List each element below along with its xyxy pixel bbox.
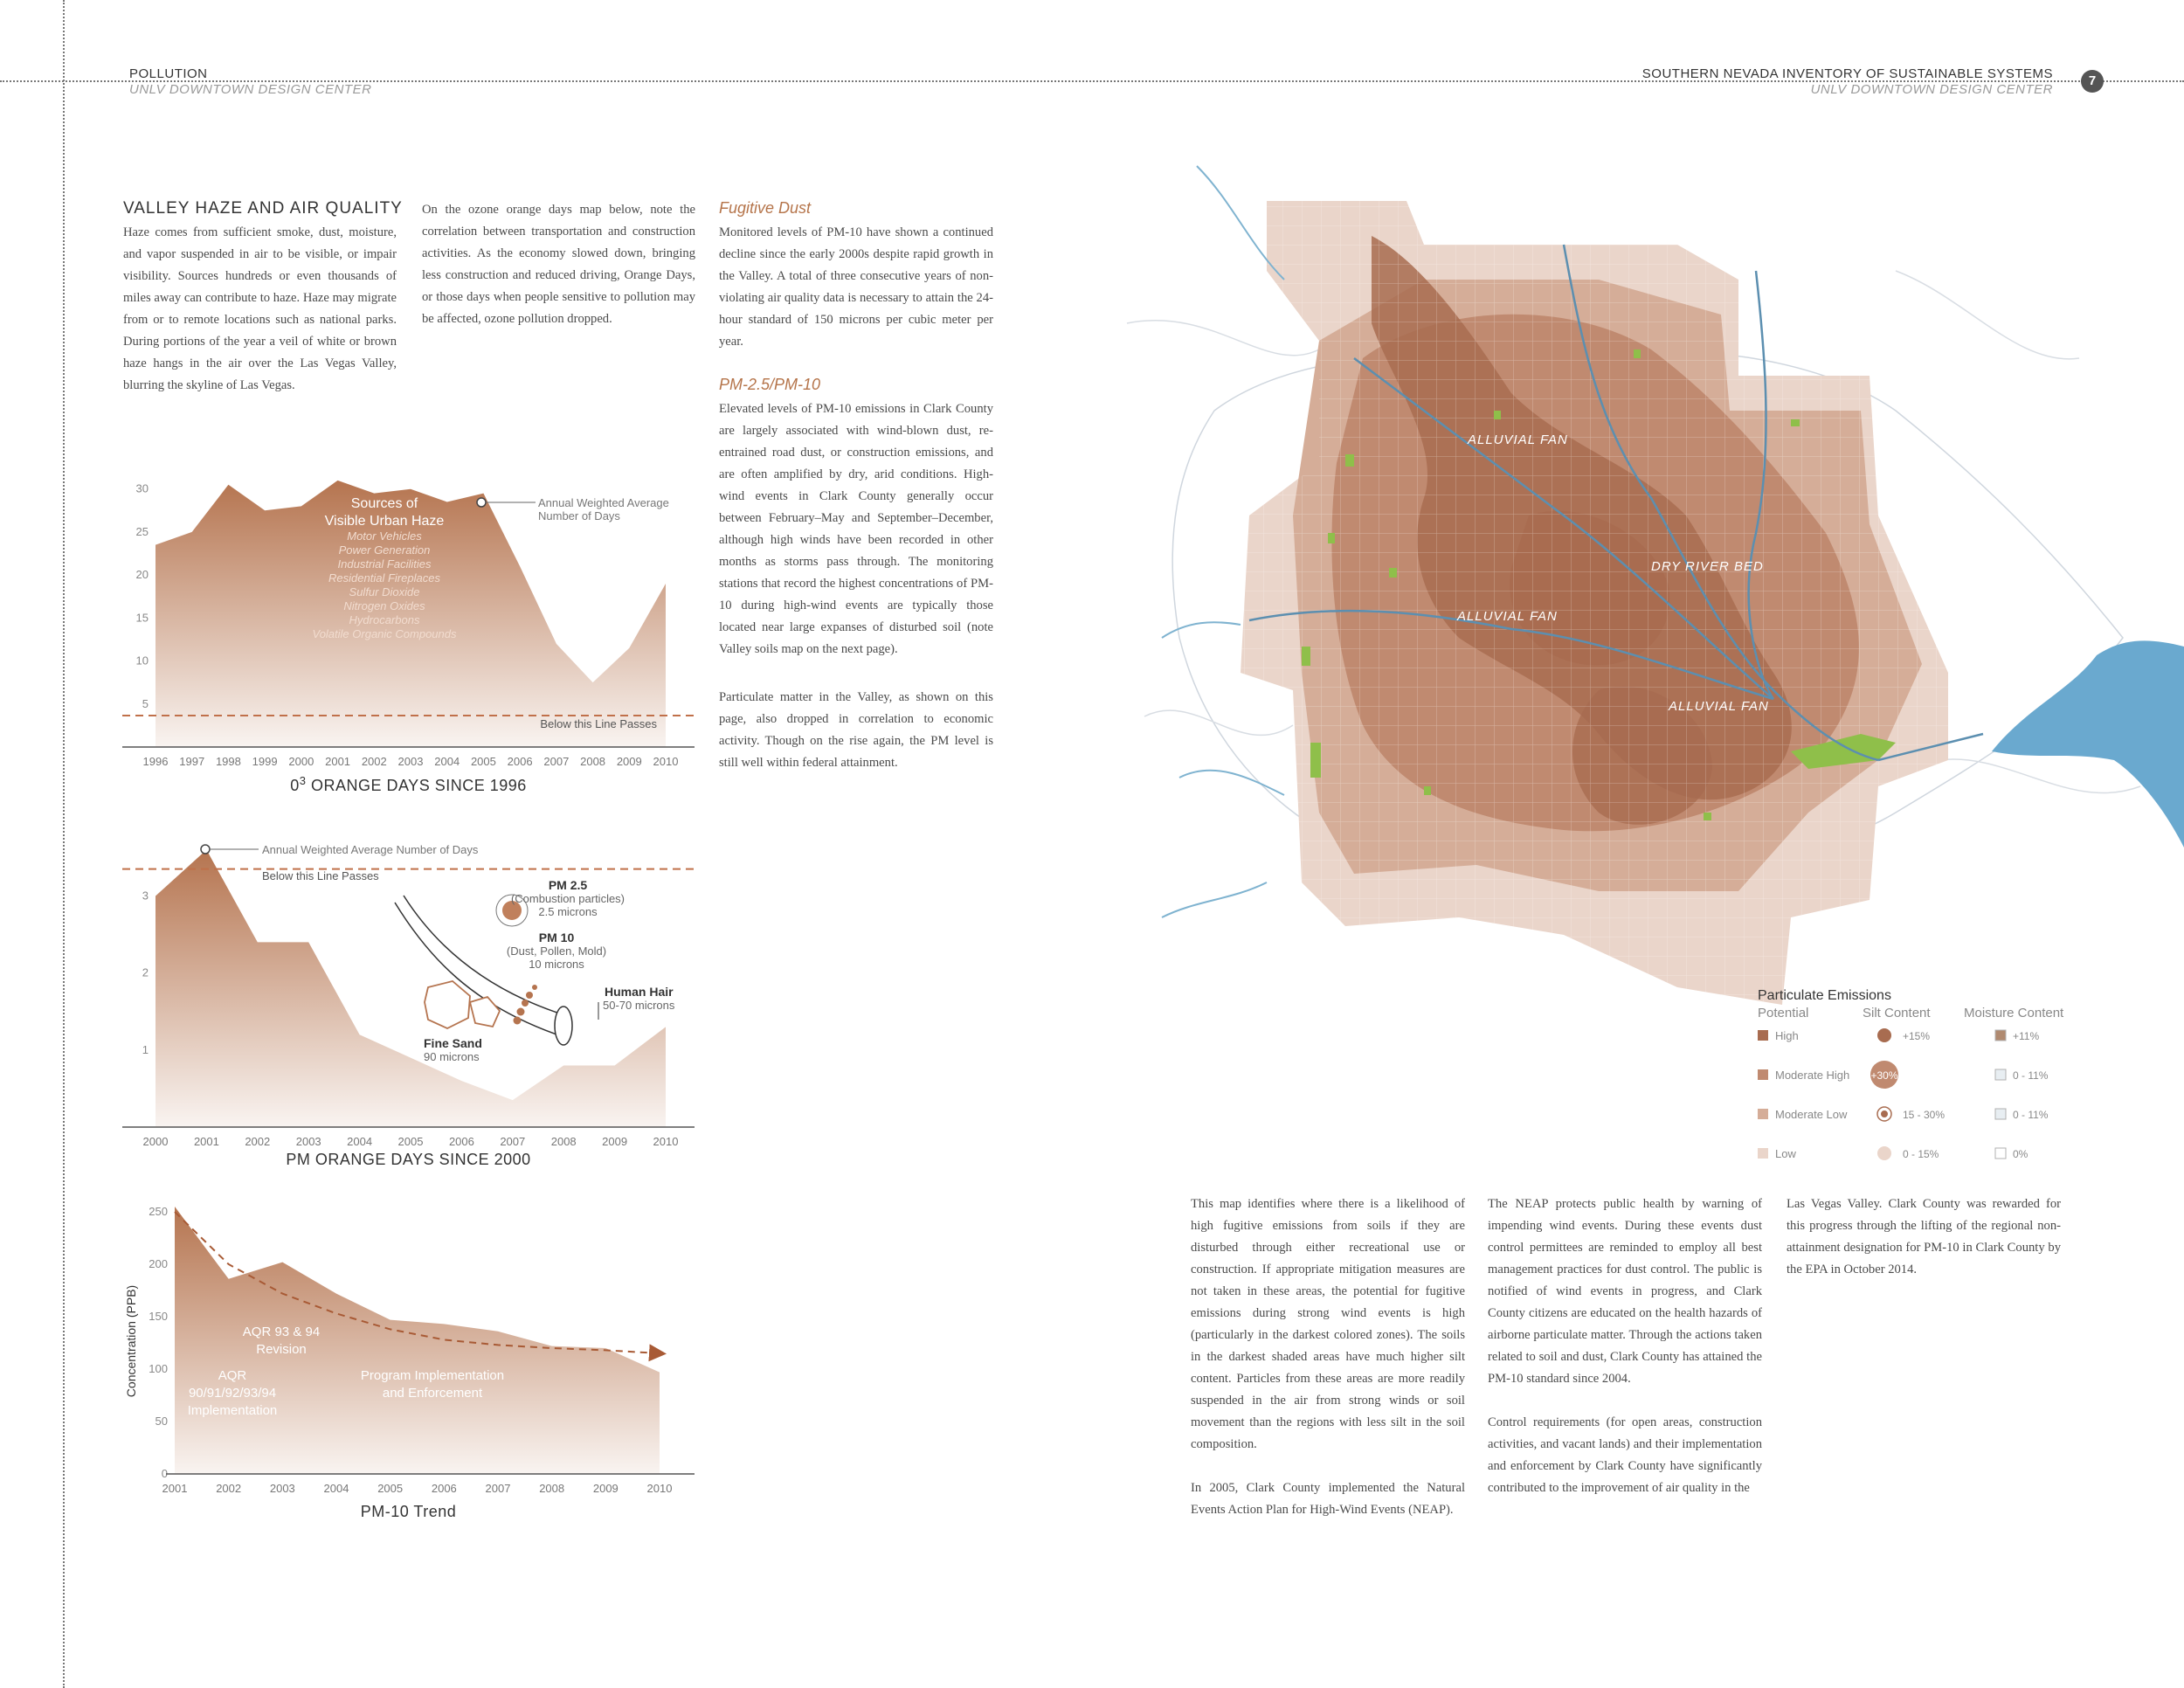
chart-pm-orange-days — [122, 817, 708, 1149]
x-tick-label: 2004 — [434, 755, 460, 768]
x-tick-label: 2003 — [269, 1482, 295, 1495]
aqr-label-1: AQR — [218, 1368, 247, 1383]
svg-text:2.5 microns: 2.5 microns — [538, 905, 598, 918]
legend-potential-label: Low — [1775, 1147, 1796, 1160]
legend-col-silt: Silt Content — [1863, 1006, 1931, 1020]
pm25-label: PM 2.5 — [548, 878, 588, 892]
source-item: Motor Vehicles — [347, 529, 422, 543]
chart2-annotation-marker — [201, 845, 210, 854]
pm-paragraph-2: Particulate matter in the Valley, as shown on this page, also dropped in correlation to economic activity. Though on the rise again, the PM level is still well within federal attainment. — [719, 690, 993, 770]
y-tick-label: 150 — [149, 1310, 168, 1323]
source-item: Industrial Facilities — [337, 557, 432, 571]
map-paragraph-1: This map identifies where there is a likelihood of high fugitive emissions from soils if they are disturbed through either recreational use or construction. If appropriate mitigation measures are not taken in these areas, the potential for fugitive emissions during strong wind events is high (particularly in the darkest colored zones). The soils in the darkest shaded areas have much higher silt content. Particles from these areas are more readily suspended in the air from strong winds or soil movement than the regions with less silt in the soil composition. In 2005, Clark County implemented the Natural Events Action Plan for High-Wind Events (NEAP). — [1191, 1197, 1465, 1517]
legend-silt-label: 0 - 15% — [1903, 1148, 1939, 1160]
x-tick-label: 2009 — [592, 1482, 619, 1495]
map-paragraph-3: Las Vegas Valley. Clark County was rewarded for this progress through the lifting of the regional non-attainment designation for PM-10 in Clark County by the EPA in October 2014. — [1787, 1197, 2061, 1276]
x-tick-label: 2007 — [500, 1135, 526, 1148]
x-tick-label: 2005 — [470, 755, 496, 768]
chart1-y-ticks — [136, 482, 149, 710]
legend-moisture-label: 0% — [2013, 1148, 2028, 1160]
x-tick-label: 2001 — [325, 755, 351, 768]
y-tick-label: 25 — [135, 524, 149, 538]
x-tick-label: 1999 — [252, 755, 278, 768]
legend-moisture-swatch — [1995, 1030, 2006, 1041]
legend-silt-label: +15% — [1903, 1030, 1931, 1042]
map-label-alluvial-fan-2: ALLUVIAL FAN — [1457, 609, 1558, 624]
map-paragraph-2: The NEAP protects public health by warning of impending wind events. During these events dust control permittees are reminded to employ all best management practices for dust control. The public is notified of wind events in progress, and Clark County citizens are educated on the health hazards of airborne particulate matter. Through the actions taken related to soil and dust, Clark County has attained the PM-10 standard since 2004. Control requirements (for open areas, construction activities, and vacant lands) and their implementation and enforcement by Clark County have significantly contributed to the improvement of air quality in the — [1488, 1197, 1762, 1495]
x-tick-label: 2004 — [323, 1482, 349, 1495]
x-tick-label: 2006 — [448, 1135, 474, 1148]
legend-silt-label: +30% — [1870, 1069, 1898, 1082]
pm10-label: PM 10 — [538, 930, 575, 944]
x-tick-label: 2002 — [361, 755, 387, 768]
chart3-ylabel: Concentration (PPB) — [124, 1284, 138, 1398]
x-tick-label: 2006 — [507, 755, 533, 768]
section-heading-haze: VALLEY HAZE AND AIR QUALITY — [123, 199, 403, 218]
chart3-y-ticks — [149, 1205, 168, 1480]
x-tick-label: 2008 — [550, 1135, 577, 1148]
legend-silt-marker — [1877, 1028, 1891, 1042]
program-label-1: Program Implementation — [360, 1368, 505, 1383]
y-tick-label: 100 — [149, 1362, 168, 1375]
legend-silt-marker — [1877, 1146, 1891, 1160]
x-tick-label: 1997 — [179, 755, 205, 768]
chart3-x-ticks — [162, 1482, 673, 1495]
ozone-paragraph: On the ozone orange days map below, note the correlation between transportation and construction activities. As the economy slowed down, bringing less construction and reduced driving, Orange Days, or those days when people sensitive to pollution may be affected, ozone pollution dropped. — [422, 203, 695, 326]
legend-moisture-swatch — [1995, 1069, 2006, 1080]
chart-pm10-trend — [122, 1188, 708, 1503]
program-label-2: and Enforcement — [382, 1386, 483, 1401]
source-item: Nitrogen Oxides — [343, 599, 425, 612]
legend-moisture-label: +11% — [2013, 1030, 2040, 1042]
chart2-y-ticks — [142, 889, 149, 1056]
chart2-threshold-label: Below this Line Passes — [262, 869, 379, 882]
map-label-dry-river-bed: DRY RIVER BED — [1651, 559, 1764, 574]
fine-sand-grain-2 — [470, 997, 500, 1027]
chart1-x-ticks — [143, 755, 679, 768]
map-label-alluvial-fan-3: ALLUVIAL FAN — [1669, 699, 1769, 714]
sources-title-1: Sources of — [350, 496, 418, 511]
header-right-subtitle: UNLV DOWNTOWN DESIGN CENTER — [1810, 82, 2053, 97]
chart1-annotation-line1: Annual Weighted Average — [538, 496, 669, 509]
x-tick-label: 2008 — [539, 1482, 565, 1495]
legend-swatch — [1758, 1109, 1768, 1119]
x-tick-label: 2000 — [288, 755, 314, 768]
x-tick-label: 2008 — [580, 755, 606, 768]
chart1-threshold-label: Below this Line Passes — [540, 717, 657, 730]
y-tick-label: 2 — [142, 965, 149, 979]
x-tick-label: 2006 — [431, 1482, 457, 1495]
x-tick-label: 1996 — [142, 755, 169, 768]
x-tick-label: 2009 — [616, 755, 642, 768]
lake-mead — [1992, 640, 2184, 847]
source-item: Hydrocarbons — [349, 613, 420, 626]
legend-moisture-swatch — [1995, 1148, 2006, 1159]
y-tick-label: 3 — [142, 889, 149, 903]
y-tick-label: 50 — [155, 1415, 168, 1428]
svg-text:50-70 microns: 50-70 microns — [603, 999, 675, 1012]
chart1-annotation-marker — [477, 498, 486, 507]
svg-text:90 microns: 90 microns — [424, 1050, 480, 1063]
legend-title: Particulate Emissions — [1758, 988, 1891, 1003]
legend-potential-label: Moderate High — [1775, 1069, 1850, 1082]
sources-title-2: Visible Urban Haze — [324, 514, 445, 529]
y-tick-label: 5 — [142, 696, 149, 710]
map-legend — [1758, 988, 2064, 1160]
y-tick-label: 0 — [161, 1467, 168, 1480]
legend-col-potential: Potential — [1758, 1006, 1809, 1020]
x-tick-label: 2007 — [543, 755, 570, 768]
svg-text:(Dust, Pollen, Mold): (Dust, Pollen, Mold) — [506, 944, 607, 958]
legend-moisture-label: 0 - 11% — [2013, 1109, 2049, 1121]
x-tick-label: 2005 — [397, 1135, 424, 1148]
hair-label: Human Hair — [605, 985, 674, 999]
x-tick-label: 1998 — [215, 755, 241, 768]
legend-moisture-swatch — [1995, 1109, 2006, 1119]
chart2-x-ticks — [143, 1135, 679, 1148]
chart2-annotation: Annual Weighted Average Number of Days — [262, 843, 479, 856]
x-tick-label: 2005 — [377, 1482, 404, 1495]
y-tick-label: 10 — [135, 654, 149, 668]
chart-ozone-orange-days — [122, 446, 708, 769]
pm-heading: PM-2.5/PM-10 — [719, 376, 821, 393]
chart3-title: PM-10 Trend — [360, 1503, 457, 1520]
legend-moisture-label: 0 - 11% — [2013, 1069, 2049, 1082]
x-tick-label: 2009 — [602, 1135, 628, 1148]
svg-text:10 microns: 10 microns — [529, 958, 584, 971]
aqr-label-3: Implementation — [187, 1403, 278, 1418]
legend-col-moisture: Moisture Content — [1964, 1006, 2064, 1020]
y-tick-label: 20 — [135, 568, 149, 582]
aqr9394-label-1: AQR 93 & 94 — [242, 1325, 321, 1339]
chart1-title: $0^3$ ORANGE DAYS SINCE 1996 — [290, 774, 527, 794]
page-number-badge: 7 — [2081, 70, 2104, 93]
x-tick-label: 2001 — [162, 1482, 188, 1495]
x-tick-label: 2002 — [216, 1482, 242, 1495]
x-tick-label: 2004 — [347, 1135, 373, 1148]
fugitive-dust-heading: Fugitive Dust — [719, 199, 812, 217]
y-tick-label: 250 — [149, 1205, 168, 1218]
pm-paragraph: Elevated levels of PM-10 emissions in Clark County are largely associated with wind-blown dust, re-entrained road dust, or construction emissions, and are often amplified by dry, arid conditions. High-wind events in Clark County generally occur between February–May and September–December, although high winds have been recorded in other months as storms pass through. The monitoring stations that record the highest concentrations of PM-10 during high-wind events are typically those located near large expanses of disturbed soil (note Valley soils map on the next page). — [719, 402, 993, 656]
chart2-title: PM ORANGE DAYS SINCE 2000 — [286, 1151, 531, 1168]
x-tick-label: 2001 — [193, 1135, 219, 1148]
aqr9394-label-2: Revision — [256, 1342, 307, 1357]
source-item: Residential Fireplaces — [328, 571, 440, 585]
header-right-title: SOUTHERN NEVADA INVENTORY OF SUSTAINABLE SYSTEMS — [1641, 66, 2053, 81]
sand-label: Fine Sand — [424, 1036, 482, 1050]
y-tick-label: 15 — [135, 611, 149, 625]
y-tick-label: 30 — [135, 481, 149, 495]
svg-text:(Combustion particles): (Combustion particles) — [510, 892, 625, 905]
particulate-emissions-map — [1109, 149, 2184, 1180]
particle-size-diagram — [395, 878, 675, 1063]
source-item: Sulfur Dioxide — [349, 585, 420, 598]
x-tick-label: 2002 — [245, 1135, 271, 1148]
x-tick-label: 2010 — [653, 1135, 679, 1148]
source-item: Volatile Organic Compounds — [312, 627, 457, 640]
x-tick-label: 2000 — [142, 1135, 169, 1148]
chart3-area — [175, 1207, 660, 1474]
header-left-subtitle: UNLV DOWNTOWN DESIGN CENTER — [129, 82, 372, 97]
x-tick-label: 2010 — [653, 755, 679, 768]
fugitive-dust-paragraph: Monitored levels of PM-10 have shown a continued decline since the early 2000s despite rapid growth in the Valley. A total of three consecutive years of non-violating air quality data is necessary to attain the 24-hour standard of 150 microns per cubic meter per year. — [719, 225, 993, 349]
source-item: Power Generation — [338, 543, 431, 557]
legend-swatch — [1758, 1069, 1768, 1080]
hair-end — [555, 1007, 572, 1045]
haze-paragraph: Haze comes from sufficient smoke, dust, moisture, and vapor suspended in air to be visible, or impair visibility. Sources hundreds or even thousands of miles away can contribute to haze. Haze may migrate from or to remote locations such as national parks. During portions of the year a veil of white or brown haze hangs in the air over the Las Vegas Valley, blurring the skyline of Las Vegas. — [123, 225, 397, 392]
x-tick-label: 2003 — [295, 1135, 321, 1148]
aqr-label-2: 90/91/92/93/94 — [188, 1386, 277, 1401]
fine-sand-grain — [425, 981, 470, 1028]
map-label-alluvial-fan-1: ALLUVIAL FAN — [1468, 432, 1568, 447]
header-left-title: POLLUTION — [129, 66, 208, 81]
y-tick-label: 1 — [142, 1042, 149, 1056]
legend-swatch — [1758, 1030, 1768, 1041]
y-tick-label: 200 — [149, 1257, 168, 1270]
left-margin-line — [63, 0, 65, 1688]
x-tick-label: 2010 — [646, 1482, 673, 1495]
chart1-annotation-line2: Number of Days — [538, 509, 620, 522]
x-tick-label: 2003 — [397, 755, 424, 768]
legend-potential-label: High — [1775, 1029, 1799, 1042]
legend-potential-label: Moderate Low — [1775, 1108, 1848, 1121]
legend-silt-label: 15 - 30% — [1903, 1109, 1946, 1121]
legend-swatch — [1758, 1148, 1768, 1159]
x-tick-label: 2007 — [485, 1482, 511, 1495]
